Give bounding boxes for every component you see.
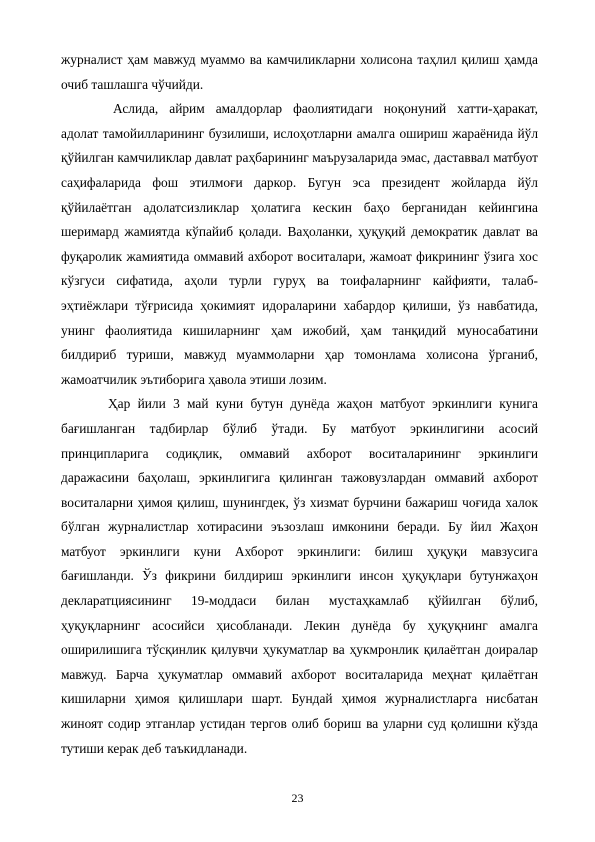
body-text: [61, 48, 538, 761]
page-number: 23: [291, 791, 304, 805]
paragraph-continuation: журналист ҳам мавжуд муаммо ва камчиликларни холисона таҳлил қилиш ҳамда очиб ташлашга чўчийди.: [61, 52, 538, 92]
paragraph-press-freedom-day: Ҳар йили 3 май куни бутун дунёда жаҳон матбуот эркинлиги кунига бағишланган тадбирлар бўлиб ўтади. Бу матбуот эркинлигини асосий принципларига содиқлик, оммавий ахборот воситаларининг эркинлиги даражасини баҳолаш, эркинлигига қилинган тажовузлардан оммавий ахборот воситаларни ҳимоя қилиш, шунингдек, ўз хизмат бурчини бажариш чоғида халок бўлган журналистлар хотирасини эъзозлаш имконини беради. Бу йил Жаҳон матбуот эркинлиги куни Ахборот эркинлиги: билиш ҳуқуқи мавзусига бағишланди. Ўз фикрини билдириш эркинлиги инсон ҳуқуқлари бутунжаҳон декларатциясининг 19-моддаси билан мустаҳкамлаб қўйилган бўлиб, ҳуқуқларнинг асосийси ҳисобланади. Лекин дунёда бу ҳуқуқнинг амалга оширилишига тўсқинлик қилувчи ҳукуматлар ва ҳукмронлик қилаётган доиралар мавжуд. Барча ҳукуматлар оммавий ахборот воситаларида меҳнат қилаётган кишиларни ҳимоя қилишлари шарт. Бундай ҳимоя журналистларга нисбатан жиноят содир этганлар устидан тергов олиб бориш ва уларни суд қолишни кўзда тутиши керак деб таъкидланади.: [61, 396, 538, 756]
paragraph-officials-accountability: Аслида, айрим амалдорлар фаолиятидаги ноқонуний хатти-ҳаракат, адолат тамойилларининг бузилиши, ислоҳотларни амалга ошириш жараёнида йўл қўйилган камчиликлар давлат раҳбарининг маърузаларида эмас, даставвал матбуот саҳифаларида фош этилмоғи даркор. Бугун эса президент жойларда йўл қўйилаётган адолатсизликлар ҳолатига кескин баҳо берганидан кейингина шеримард жамиятда кўпайиб қолади. Ваҳоланки, ҳуқуқий демократик давлат ва фуқаролик жамиятида оммавий ахборот воситалари, жамоат фикрининг ўзига хос кўзгуси сифатида, аҳоли турли гуруҳ ва тоифаларнинг кайфияти, талаб-эҳтиёжлари тўғрисида ҳокимият идораларини хабардор қилиши, ўз навбатида, унинг фаолиятида кишиларнинг ҳам ижобий, ҳам танқидий муносабатини билдириб туриши, мавжуд муаммоларни ҳар томонлама холисона ўрганиб, жамоатчилик эътиборига ҳавола этиши лозим.: [61, 101, 538, 387]
